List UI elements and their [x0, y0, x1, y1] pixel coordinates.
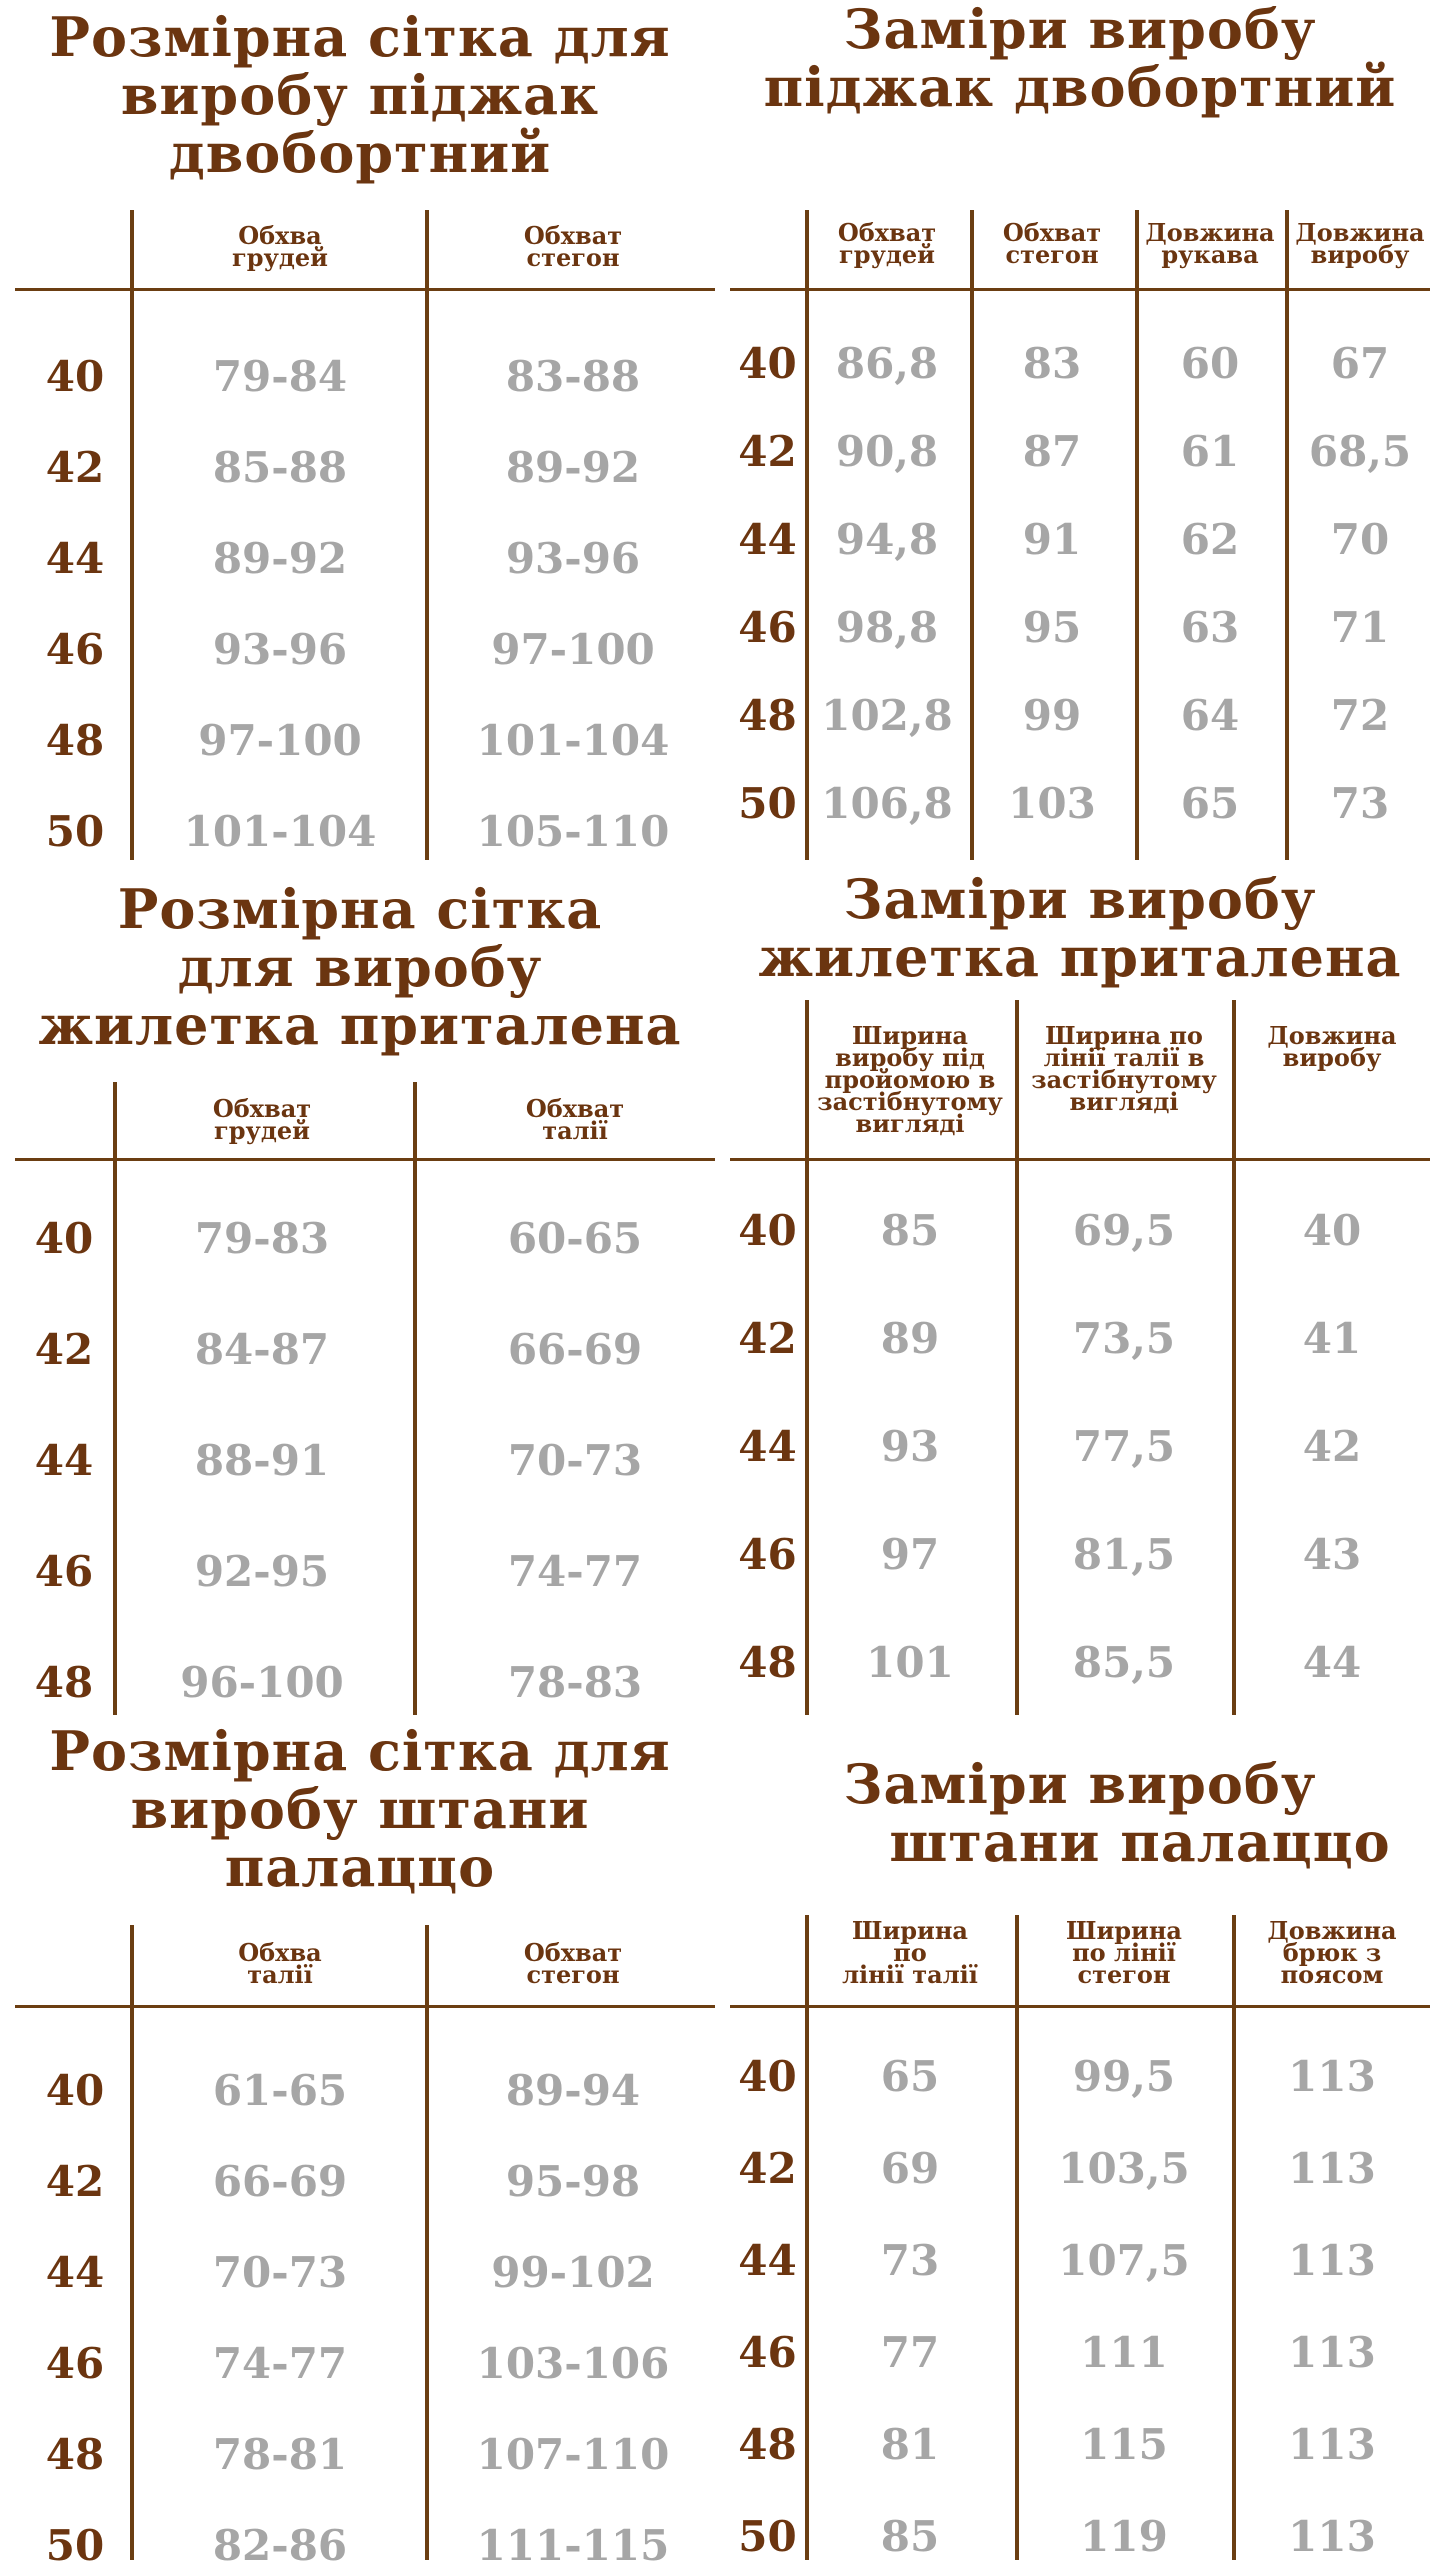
table-cell-value: 89-94 [505, 2066, 641, 2115]
column-divider [413, 1082, 417, 1715]
column-header [1222, 1021, 1439, 1072]
table-cell-value: 113 [1288, 2328, 1376, 2377]
table-cell-value: 64 [1180, 691, 1240, 740]
size-label: 46 [738, 603, 797, 652]
column-header-line: Довжина [1267, 1021, 1397, 1050]
section-title-line: Заміри виробу [843, 1752, 1317, 1816]
column-header-line: застібнутому [1031, 1065, 1217, 1094]
table-cell-value: 43 [1302, 1530, 1362, 1579]
size-label: 40 [45, 352, 105, 401]
table-cell-value: 62 [1180, 515, 1240, 564]
column-header [1014, 1916, 1234, 1989]
table-cell-value: 44 [1302, 1638, 1362, 1687]
table-cell-value: 67 [1330, 339, 1390, 388]
size-label: 42 [738, 2144, 797, 2193]
size-label: 44 [45, 534, 105, 583]
table-cell-value: 89-92 [505, 443, 641, 492]
column-header [463, 221, 683, 272]
table-cell-value: 91 [1022, 515, 1082, 564]
size-label: 42 [34, 1325, 94, 1374]
table-cell-value: 66-69 [212, 2157, 348, 2206]
table-cell-value: 65 [1180, 779, 1240, 828]
table-cell-value: 77 [880, 2328, 940, 2377]
column-header-line: Обхват [523, 221, 623, 250]
section-title-line: двобортний [168, 121, 552, 185]
table-header-rule [730, 2005, 1430, 2008]
size-label: 40 [738, 2052, 797, 2101]
column-header-line: талії [542, 1116, 608, 1145]
size-label: 40 [738, 339, 797, 388]
table-cell-value: 85 [880, 1206, 940, 1255]
table-cell-value: 101 [866, 1638, 954, 1687]
size-label: 44 [738, 1422, 797, 1471]
table-cell-value: 85-88 [212, 443, 348, 492]
column-header-line: брюк з [1282, 1938, 1382, 1967]
table-cell-value: 113 [1288, 2420, 1376, 2469]
size-label: 42 [738, 1314, 797, 1363]
table-cell-value: 103-106 [476, 2339, 670, 2388]
column-header [463, 1938, 683, 1989]
table-cell-value: 99-102 [491, 2248, 655, 2297]
table-header-rule [730, 1158, 1430, 1161]
section-title [15, 877, 705, 1057]
table-cell-value: 68,5 [1308, 427, 1412, 476]
column-header-line: грудей [839, 240, 935, 269]
table-cell-value: 97 [880, 1530, 940, 1579]
column-header-line: Довжина [1145, 218, 1275, 247]
table-cell-value: 60-65 [507, 1214, 643, 1263]
column-header-line: Обхват [523, 1938, 623, 1967]
table-cell-value: 73,5 [1072, 1314, 1176, 1363]
table-cell-value: 73 [1330, 779, 1390, 828]
column-header-line: Довжина [1295, 218, 1425, 247]
section-title-line: штани палаццо [889, 1810, 1391, 1874]
table-cell-value: 71 [1330, 603, 1390, 652]
section-title-line: Заміри виробу [843, 867, 1317, 931]
table-cell-value: 86,8 [835, 339, 939, 388]
column-header [170, 1938, 390, 1989]
table-cell-value: 70-73 [507, 1436, 643, 1485]
table-cell-value: 99,5 [1072, 2052, 1176, 2101]
column-header-line: талії [247, 1960, 313, 1989]
column-header [152, 1094, 372, 1145]
size-label: 46 [45, 625, 105, 674]
table-cell-value: 79-83 [194, 1214, 330, 1263]
table-cell-value: 61 [1180, 427, 1240, 476]
size-label: 50 [738, 779, 797, 828]
table-cell-value: 42 [1302, 1422, 1362, 1471]
table-cell-value: 97-100 [198, 716, 362, 765]
section-title [15, 5, 705, 185]
section-title [730, 1752, 1430, 1874]
table-cell-value: 113 [1288, 2236, 1376, 2285]
column-header [1222, 1916, 1439, 1989]
size-label: 48 [45, 2430, 105, 2479]
table-cell-value: 89-92 [212, 534, 348, 583]
table-cell-value: 101-104 [476, 716, 670, 765]
column-header-line: рукава [1161, 240, 1259, 269]
table-cell-value: 93-96 [212, 625, 348, 674]
table-cell-value: 77,5 [1072, 1422, 1176, 1471]
size-label: 44 [738, 515, 797, 564]
size-label: 48 [738, 691, 797, 740]
table-cell-value: 74-77 [212, 2339, 348, 2388]
table-cell-value: 107-110 [476, 2430, 670, 2479]
table-cell-value: 98,8 [835, 603, 939, 652]
column-header-line: пройомою в [824, 1065, 996, 1094]
table-cell-value: 88-91 [194, 1436, 330, 1485]
section-title-line: жилетка приталена [38, 993, 682, 1057]
size-label: 44 [738, 2236, 797, 2285]
table-cell-value: 107,5 [1058, 2236, 1190, 2285]
table-cell-value: 89 [880, 1314, 940, 1363]
column-header [800, 1916, 1020, 1989]
table-cell-value: 69,5 [1072, 1206, 1176, 1255]
size-label: 50 [45, 2521, 105, 2570]
table-header-rule [15, 1158, 715, 1161]
column-header-line: Ширина [852, 1916, 968, 1945]
table-cell-value: 92-95 [194, 1547, 330, 1596]
table-cell-value: 102,8 [821, 691, 953, 740]
table-cell-value: 103 [1008, 779, 1096, 828]
table-cell-value: 70-73 [212, 2248, 348, 2297]
column-header-line: стегон [1077, 1960, 1171, 1989]
size-label: 44 [45, 2248, 105, 2297]
column-header-line: Обхват [212, 1094, 312, 1123]
column-header-line: по лінії [1072, 1938, 1176, 1967]
table-cell-value: 63 [1180, 603, 1240, 652]
table-cell-value: 95 [1022, 603, 1082, 652]
table-cell-value: 66-69 [507, 1325, 643, 1374]
table-cell-value: 97-100 [491, 625, 655, 674]
section-title-line: Розмірна сітка для [49, 5, 671, 69]
column-header-line: застібнутому [817, 1087, 1003, 1116]
size-label: 46 [45, 2339, 105, 2388]
section-title-line: Розмірна сітка для [49, 1719, 671, 1783]
size-label: 48 [45, 716, 105, 765]
table-cell-value: 106,8 [821, 779, 953, 828]
table-cell-value: 87 [1022, 427, 1082, 476]
table-cell-value: 119 [1080, 2512, 1168, 2561]
column-header [465, 1094, 685, 1145]
table-cell-value: 115 [1080, 2420, 1168, 2469]
column-header-line: виробу під [835, 1043, 985, 1072]
table-cell-value: 90,8 [835, 427, 939, 476]
column-header-line: Ширина [852, 1021, 968, 1050]
column-header-line: Обхват [1002, 218, 1102, 247]
column-header-line: Довжина [1267, 1916, 1397, 1945]
table-cell-value: 83 [1022, 339, 1082, 388]
section-title-line: виробу піджак [120, 63, 600, 127]
column-header-line: по [893, 1938, 927, 1967]
table-cell-value: 69 [880, 2144, 940, 2193]
table-cell-value: 74-77 [507, 1547, 643, 1596]
column-header-line: Обхва [238, 221, 322, 250]
table-cell-value: 85,5 [1072, 1638, 1176, 1687]
table-cell-value: 73 [880, 2236, 940, 2285]
table-cell-value: 111 [1080, 2328, 1168, 2377]
table-cell-value: 79-84 [212, 352, 348, 401]
table-cell-value: 113 [1288, 2052, 1376, 2101]
table-cell-value: 113 [1288, 2144, 1376, 2193]
column-header [1250, 218, 1439, 269]
table-cell-value: 83-88 [505, 352, 641, 401]
column-header-line: вигляді [1069, 1087, 1179, 1116]
table-cell-value: 60 [1180, 339, 1240, 388]
column-header-line: грудей [232, 243, 328, 272]
section-title-line: виробу штани [130, 1777, 590, 1841]
column-header-line: Обхват [525, 1094, 625, 1123]
table-cell-value: 85 [880, 2512, 940, 2561]
table-cell-value: 103,5 [1058, 2144, 1190, 2193]
column-header-line: поясом [1280, 1960, 1384, 1989]
column-header-line: лінії талії [842, 1960, 978, 1989]
size-label: 42 [738, 427, 797, 476]
size-label: 46 [738, 1530, 797, 1579]
table-header-rule [730, 288, 1430, 291]
size-label: 48 [738, 2420, 797, 2469]
table-cell-value: 111-115 [476, 2521, 670, 2570]
table-header-rule [15, 288, 715, 291]
table-cell-value: 99 [1022, 691, 1082, 740]
table-cell-value: 81,5 [1072, 1530, 1176, 1579]
section-title-line: палаццо [224, 1835, 496, 1899]
column-header [170, 221, 390, 272]
column-header-line: виробу [1282, 1043, 1382, 1072]
size-label: 48 [738, 1638, 797, 1687]
column-header-line: Ширина [1066, 1916, 1182, 1945]
column-header-line: стегон [526, 243, 620, 272]
column-header-line: Обхва [238, 1938, 322, 1967]
size-label: 50 [45, 807, 105, 856]
table-cell-value: 61-65 [212, 2066, 348, 2115]
column-header [1014, 1021, 1234, 1116]
section-title [730, 0, 1430, 119]
table-cell-value: 94,8 [835, 515, 939, 564]
size-label: 44 [34, 1436, 94, 1485]
size-label: 42 [45, 443, 105, 492]
column-header-line: грудей [214, 1116, 310, 1145]
section-title [15, 1719, 705, 1899]
table-cell-value: 84-87 [194, 1325, 330, 1374]
table-cell-value: 82-86 [212, 2521, 348, 2570]
table-header-rule [15, 2005, 715, 2008]
size-label: 40 [738, 1206, 797, 1255]
section-title-line: Заміри виробу [843, 0, 1317, 61]
column-divider [1015, 1915, 1019, 2560]
column-header-line: стегон [1005, 240, 1099, 269]
section-title [730, 867, 1430, 989]
column-divider [113, 1082, 117, 1715]
size-label: 40 [45, 2066, 105, 2115]
section-title-line: для виробу [177, 935, 543, 999]
column-header-line: стегон [526, 1960, 620, 1989]
column-header [800, 1021, 1020, 1138]
column-header-line: Обхват [837, 218, 937, 247]
table-cell-value: 65 [880, 2052, 940, 2101]
table-cell-value: 93 [880, 1422, 940, 1471]
column-divider [805, 1915, 809, 2560]
table-cell-value: 81 [880, 2420, 940, 2469]
table-cell-value: 113 [1288, 2512, 1376, 2561]
size-label: 40 [34, 1214, 94, 1263]
table-cell-value: 78-83 [507, 1658, 643, 1707]
table-cell-value: 41 [1302, 1314, 1362, 1363]
table-cell-value: 95-98 [505, 2157, 641, 2206]
size-label: 42 [45, 2157, 105, 2206]
column-header-line: лінії талії в [1043, 1043, 1205, 1072]
table-cell-value: 93-96 [505, 534, 641, 583]
section-title-line: Розмірна сітка [117, 877, 603, 941]
size-label: 46 [738, 2328, 797, 2377]
table-cell-value: 40 [1302, 1206, 1362, 1255]
size-label: 46 [34, 1547, 94, 1596]
table-cell-value: 78-81 [212, 2430, 348, 2479]
table-cell-value: 70 [1330, 515, 1390, 564]
size-label: 50 [738, 2512, 797, 2561]
size-label: 48 [34, 1658, 94, 1707]
table-cell-value: 105-110 [476, 807, 670, 856]
column-header-line: виробу [1310, 240, 1410, 269]
column-header-line: вигляді [855, 1109, 965, 1138]
table-cell-value: 72 [1330, 691, 1390, 740]
column-header-line: Ширина по [1045, 1021, 1203, 1050]
table-cell-value: 101-104 [183, 807, 377, 856]
table-cell-value: 96-100 [180, 1658, 344, 1707]
section-title-line: жилетка приталена [758, 925, 1402, 989]
section-title-line: піджак двобортний [763, 55, 1397, 119]
